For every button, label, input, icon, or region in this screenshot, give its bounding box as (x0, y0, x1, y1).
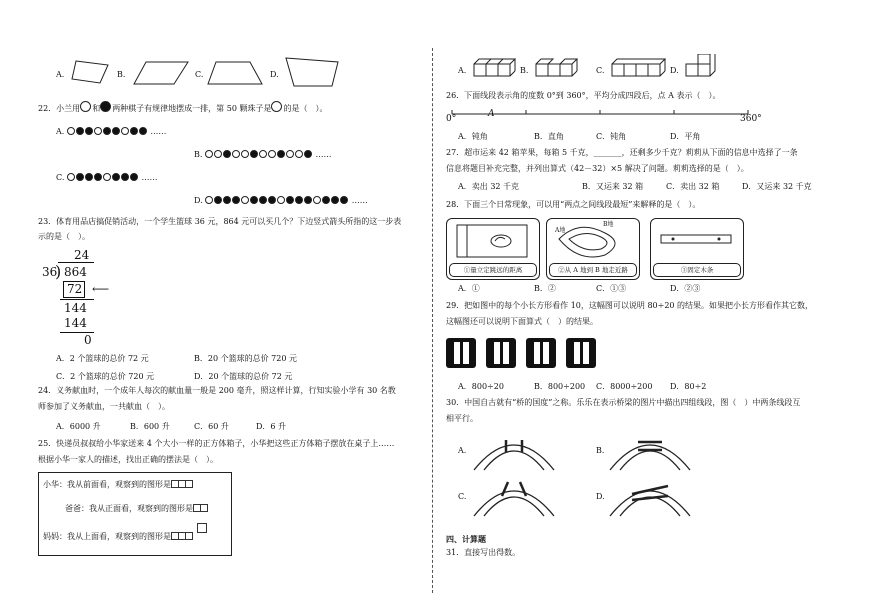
dialog-line-2 (65, 503, 207, 514)
q22-stem (38, 101, 327, 116)
bead-icon (232, 196, 240, 204)
q22-option-d[interactable] (194, 193, 368, 208)
q27-line2: 信息将题目补充完整，并列出算式（42－32）×5 解决了问题。莉莉选择的是（ ）。 (446, 164, 749, 173)
bead-icon (94, 127, 102, 135)
q24-line1: 24．义务献血时，一个成年人每次的献血量一般是 200 毫升，照这样计算，行知实验小学有 30 名教 (38, 386, 396, 395)
q29-option-c[interactable]: C．8000÷200 (596, 382, 653, 391)
wood-strip-icon (659, 231, 735, 249)
bead-icon (121, 127, 129, 135)
q21-shape-b (132, 60, 190, 86)
q29-line1: 29．把如图中的每个小长方形看作 10，这幅图可以说明 80÷20 的结果。如果把小长方形看作其它数， (446, 301, 814, 310)
scene-2-a-label: A地 (555, 227, 566, 234)
q27-option-c[interactable]: C．卖出 32 箱 (666, 182, 720, 191)
arrow-left-icon: ⟵ (92, 282, 110, 296)
q26-label-360: 360° (740, 114, 762, 124)
section-4-title: 四、计算题 (446, 534, 486, 544)
q26-option-a[interactable]: A．钝角 (458, 132, 488, 141)
scene-2-b-label: B地 (603, 221, 614, 228)
cubes-d-icon (684, 54, 720, 78)
q22-c-label: C. (56, 173, 65, 182)
bead-icon (232, 150, 240, 158)
dialog-text-1: 小华：我从前面看，观察到的图形是 (43, 480, 171, 489)
q29-line2: 这幅图还可以说明下面算式（ ）的结果。 (446, 317, 598, 326)
q27-option-a[interactable]: A．卖出 32 千克 (458, 182, 520, 191)
scene-2-caption: ②从 A 地到 B 地走近路 (549, 263, 637, 277)
bead-icon (259, 196, 267, 204)
scene-1-caption: ①量立定跳远的距离 (449, 263, 537, 277)
rect-pair-icon (526, 338, 556, 368)
rect-pair-icon (446, 338, 476, 368)
q24-line2: 师参加了义务献血，一共献血（ ）。 (38, 402, 170, 411)
bead-icon (295, 150, 303, 158)
q30-line1: 30．中国自古就有“桥的国度”之称。乐乐在表示桥梁的图片中描出四组线段，图（ ）中两条线段互 (446, 398, 801, 407)
q23-option-b[interactable]: B．20 个篮球的总价 720 元 (194, 354, 297, 363)
q22-d-label: D. (194, 196, 203, 205)
remainder: 0 (84, 333, 92, 347)
bead-icon (277, 196, 285, 204)
view-front-icon (171, 480, 192, 490)
cubes-c-icon (610, 56, 666, 78)
q22-text-4: 的是（ ）。 (283, 104, 328, 113)
q22-text: 22．小兰用 (38, 104, 81, 113)
bead-icon (67, 173, 75, 181)
bead-icon (268, 196, 276, 204)
answer-bead-icon (271, 101, 282, 112)
q25-option-a[interactable]: A. (458, 66, 467, 75)
bead-icon (205, 196, 213, 204)
q23-line2: 示的是（ ）。 (38, 232, 90, 241)
divisor: 36 (42, 265, 58, 279)
bead-icon (85, 127, 93, 135)
q24-option-c[interactable]: C．60 升 (194, 422, 229, 431)
q27-option-b[interactable]: B．又运来 32 箱 (582, 182, 644, 191)
scene-3 (650, 218, 744, 280)
q24-option-b[interactable]: B．600 升 (130, 422, 170, 431)
bridge-c-icon (472, 472, 556, 518)
bead-icon (340, 196, 348, 204)
column-divider (432, 48, 433, 593)
white-bead-icon (80, 101, 91, 112)
bead-icon (295, 196, 303, 204)
q28-option-c[interactable]: C．①③ (596, 284, 627, 293)
bead-icon (130, 173, 138, 181)
q26-label-0: 0° (446, 114, 457, 124)
dividend: 864 (64, 265, 87, 279)
bead-icon (94, 173, 102, 181)
bead-icon (268, 150, 276, 158)
q25-line2: 根据小华一家人的描述，找出正确的摆法是（ ）。 (38, 455, 218, 464)
q22-a-label: A. (56, 127, 65, 136)
dialog-line-3 (43, 531, 192, 542)
q22-option-c[interactable] (56, 170, 157, 185)
q22-c-dots: …… (141, 173, 158, 182)
bead-icon (322, 196, 330, 204)
bead-icon (103, 173, 111, 181)
q26-stem: 26．下面线段表示角的度数 0°到 360°，平均分成四段后，点 A 表示（ ）。 (446, 91, 721, 100)
cubes-a-icon (472, 56, 516, 78)
q21-shape-d (282, 56, 340, 88)
q21-option-c[interactable]: C. (195, 70, 204, 79)
bead-icon (304, 150, 312, 158)
q28-option-b[interactable]: B．② (534, 284, 556, 293)
bead-icon (223, 150, 231, 158)
q26-option-b[interactable]: B．直角 (534, 132, 564, 141)
rect-pair-icon (566, 338, 596, 368)
q21-shape-c (206, 60, 264, 86)
q22-text-2: 和 (92, 104, 101, 113)
q24-option-a[interactable]: A．6000 升 (56, 422, 101, 431)
q27-line1: 27．超市运来 42 箱苹果，每箱 5 千克，_______，还剩多少千克？莉莉从下面的信息中选择了一条 (446, 148, 798, 157)
q26-option-c[interactable]: C．钝角 (596, 132, 627, 141)
rect-pair-icon (486, 338, 516, 368)
bead-icon (67, 127, 75, 135)
q26-label-a: A (488, 109, 495, 119)
scene-3-caption: ③固定木条 (653, 263, 741, 277)
step-144a: 144 (64, 301, 87, 315)
bead-icon (130, 127, 138, 135)
step-144b: 144 (64, 316, 87, 330)
q27-option-d[interactable]: D．又运来 32 千克 (742, 182, 812, 191)
q28-option-a[interactable]: A．① (458, 284, 480, 293)
q22-text-3: 两种棋子有规律地摆成一排，第 50 颗珠子是 (112, 104, 272, 113)
bead-icon (121, 173, 129, 181)
cubes-b-icon (534, 56, 578, 78)
bead-icon (250, 196, 258, 204)
bead-icon (223, 196, 231, 204)
q26-option-d[interactable]: D．平角 (670, 132, 701, 141)
bead-icon (241, 150, 249, 158)
bead-icon (103, 127, 111, 135)
dialog-text-2: 爸爸：我从正面看，观察到的图形是 (65, 504, 193, 513)
scene-1 (446, 218, 540, 280)
step-72: 72 (67, 282, 83, 296)
q25-option-b[interactable]: B. (520, 66, 529, 75)
q21-option-a[interactable]: A. (56, 70, 65, 79)
q28-option-d[interactable]: D．②③ (670, 284, 701, 293)
division-bracket: ) (55, 262, 62, 281)
q22-b-dots: …… (315, 150, 332, 159)
view-side-icon (193, 504, 207, 514)
q23-option-a[interactable]: A．2 个篮球的总价 72 元 (56, 354, 149, 363)
view-top-extra-cell (197, 523, 207, 533)
bridge-b-icon (608, 426, 692, 472)
bead-icon (205, 150, 213, 158)
dialog-line-1 (43, 479, 192, 490)
bridge-a-icon (472, 426, 556, 472)
bead-icon (250, 150, 258, 158)
bead-icon (76, 127, 84, 135)
dialog-text-3: 妈妈：我从上面看，观察到的图形是 (43, 532, 171, 541)
q22-a-dots: …… (150, 127, 167, 136)
long-jump-icon (455, 223, 529, 259)
q29-option-a[interactable]: A．800÷20 (458, 382, 504, 391)
q22-option-a[interactable] (56, 124, 166, 139)
bead-icon (214, 196, 222, 204)
q22-b-label: B. (194, 150, 203, 159)
bead-icon (286, 150, 294, 158)
road-map-icon (555, 221, 631, 261)
bead-icon (112, 127, 120, 135)
q21-shape-a (70, 57, 112, 87)
bead-icon (259, 150, 267, 158)
q23-option-c[interactable]: C．2 个篮球的总价 720 元 (56, 372, 155, 381)
bead-icon (112, 173, 120, 181)
view-top-icon (171, 532, 192, 542)
q22-option-b[interactable] (194, 147, 332, 162)
bead-icon (241, 196, 249, 204)
q25-line1: 25．快递员叔叔给小华家送来 4 个大小一样的正方体箱子，小华把这些正方体箱子摆放在桌子上…… (38, 439, 395, 448)
bead-icon (277, 150, 285, 158)
quotient: 24 (74, 248, 90, 262)
q23-line1: 23．体育用品店搞促销活动，一个学生篮球 36 元，864 元可以买几个？下边竖式箭头所指的这一步表 (38, 217, 402, 226)
bead-icon (313, 196, 321, 204)
q25-option-c[interactable]: C. (596, 66, 605, 75)
bead-icon (286, 196, 294, 204)
bead-icon (139, 127, 147, 135)
q22-d-dots: …… (351, 196, 368, 205)
bridge-d-icon (608, 472, 692, 518)
q30-option-c[interactable]: C. (458, 492, 467, 501)
scene-2 (546, 218, 640, 280)
q21-option-b[interactable]: B. (117, 70, 126, 79)
q23-option-d[interactable]: D．20 个篮球的总价 72 元 (194, 372, 293, 381)
bead-icon (304, 196, 312, 204)
q25-option-d[interactable]: D. (670, 66, 679, 75)
q29-option-d[interactable]: D．80÷2 (670, 382, 707, 391)
bead-icon (214, 150, 222, 158)
q30-option-b[interactable]: B. (596, 446, 605, 455)
bead-icon (85, 173, 93, 181)
q30-option-a[interactable]: A. (458, 446, 467, 455)
q24-option-d[interactable]: D．6 升 (256, 422, 287, 431)
q30-option-d[interactable]: D. (596, 492, 605, 501)
black-bead-icon (100, 101, 111, 112)
bead-icon (331, 196, 339, 204)
q21-option-d[interactable]: D. (270, 70, 279, 79)
q30-line2: 相平行。 (446, 414, 478, 423)
q29-option-b[interactable]: B．800÷200 (534, 382, 586, 391)
q28-stem: 28．下面三个日常现象，可以用“两点之间线段最短”来解释的是（ ）。 (446, 200, 701, 209)
q31-stem: 31．直接写出得数。 (446, 548, 521, 557)
bead-icon (76, 173, 84, 181)
q25-dialog-box (38, 472, 232, 556)
